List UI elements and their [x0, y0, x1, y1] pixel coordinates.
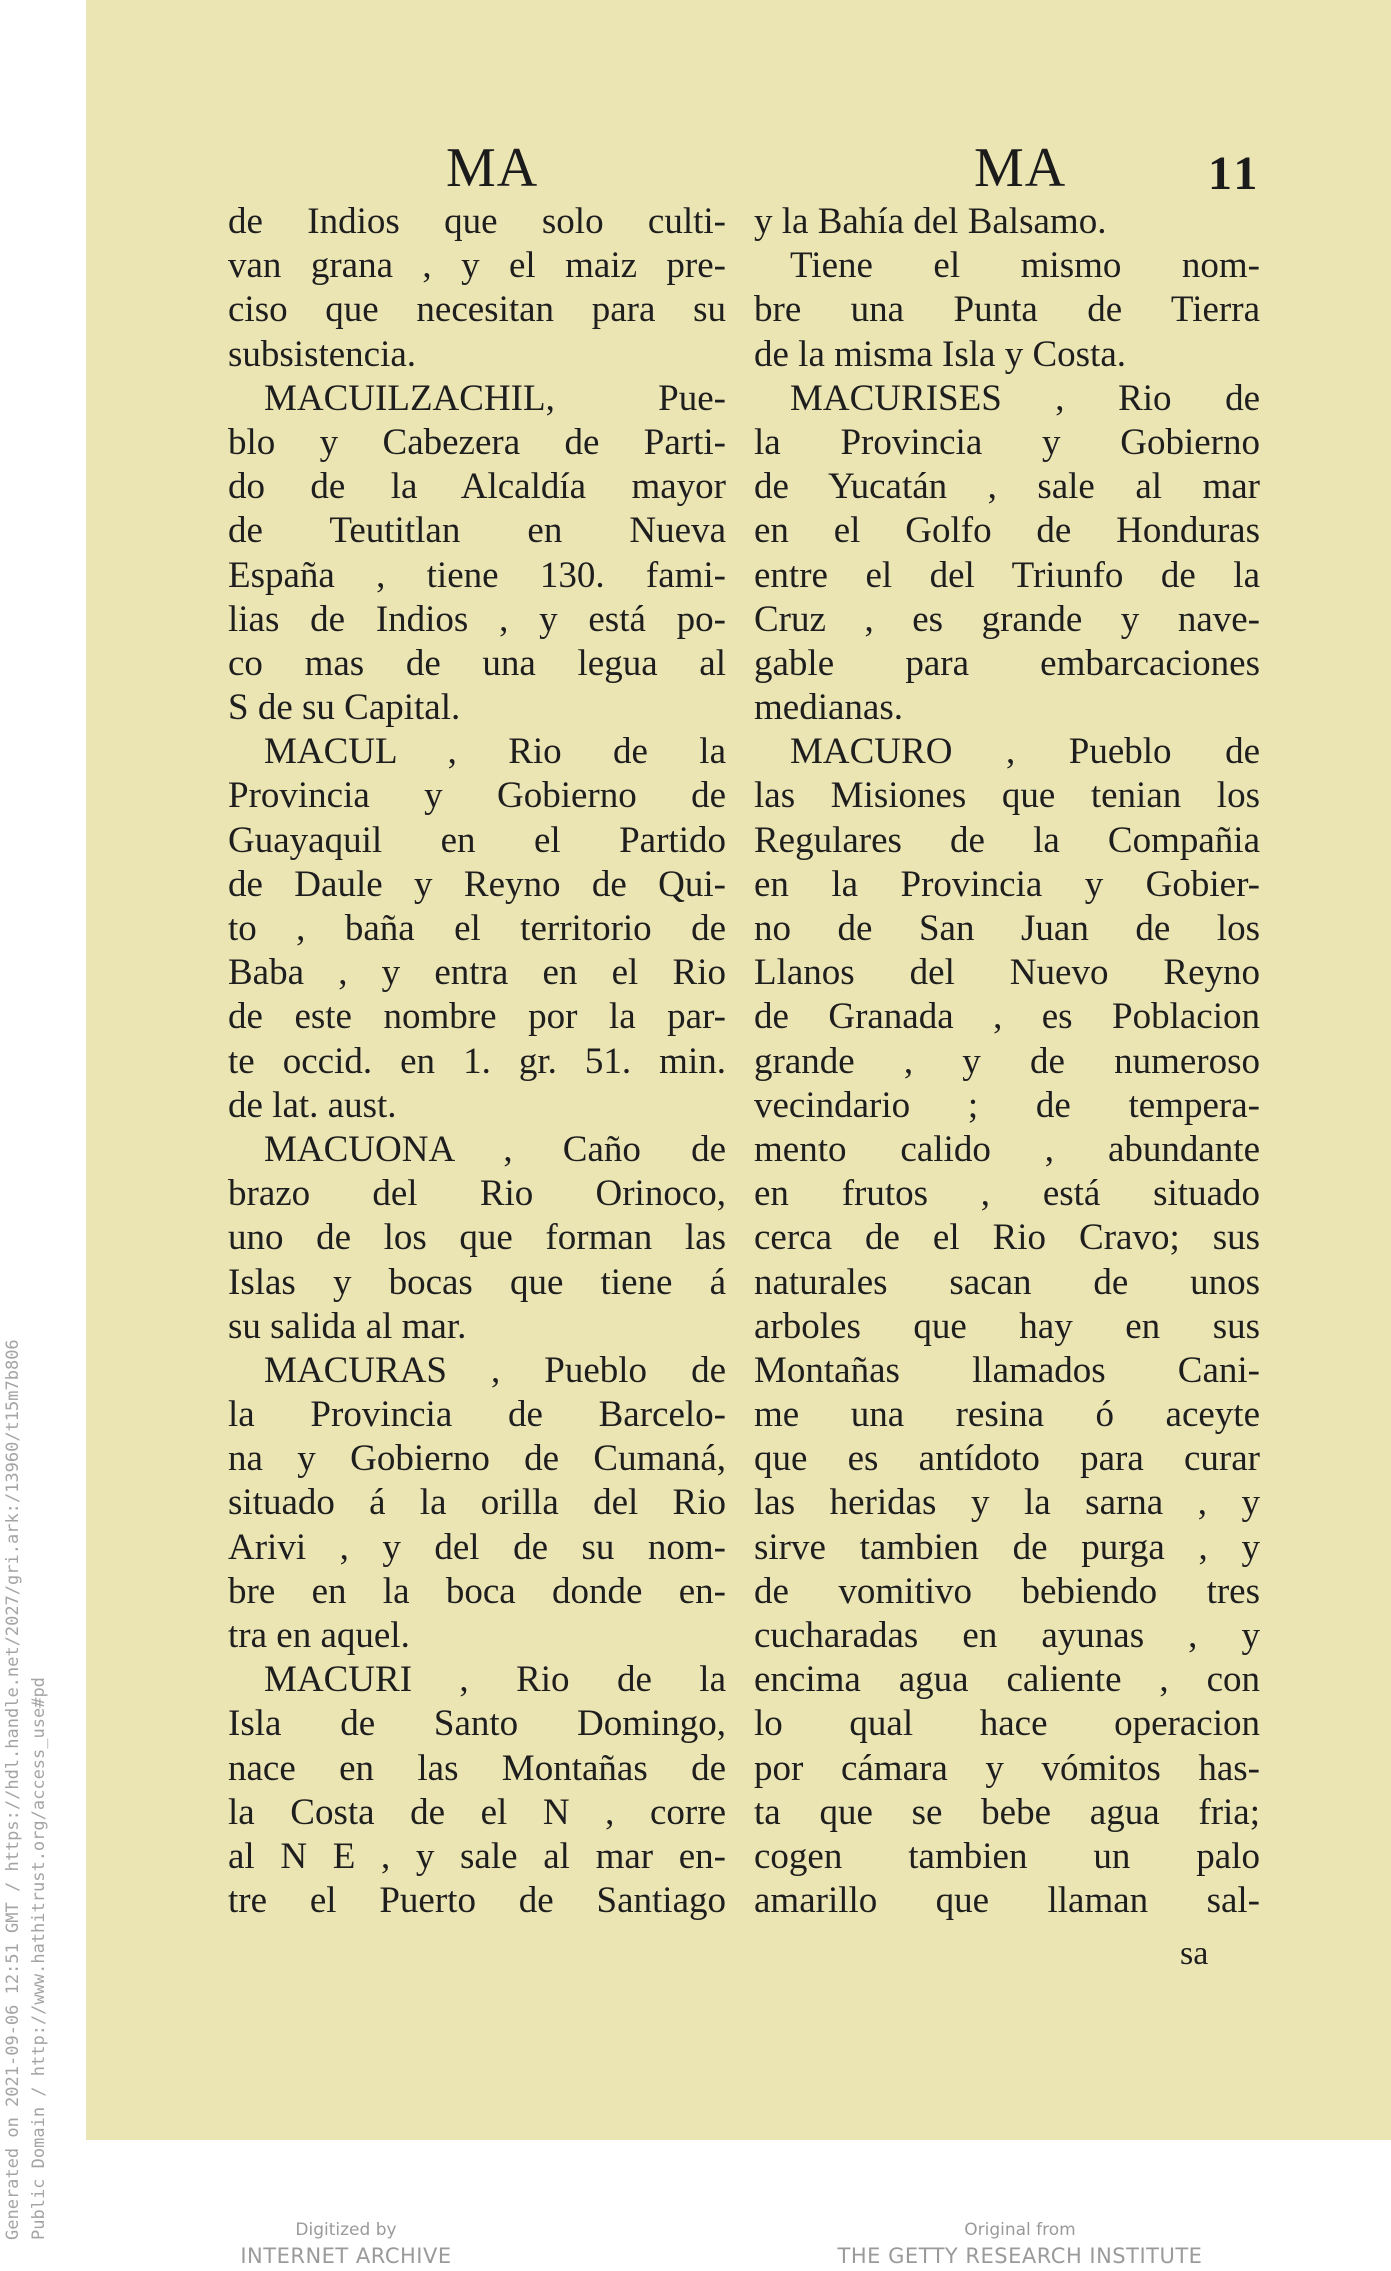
text-line: arboles que hay en sus — [754, 1305, 1260, 1347]
text-line: co mas de una legua al — [228, 642, 726, 684]
text-line: la Costa de el N , corre — [228, 1791, 726, 1833]
text-line: MACUILZACHIL, Pue- — [264, 377, 726, 419]
text-line: bre una Punta de Tierra — [754, 289, 1260, 331]
text-line: de Daule y Reyno de Qui- — [228, 863, 726, 905]
digitized-by-credit — [186, 2218, 506, 2270]
running-head-left: MA — [446, 137, 539, 199]
text-line: brazo del Rio Orinoco, — [228, 1173, 726, 1215]
text-line: do de la Alcaldía mayor — [228, 466, 726, 508]
text-line: MACURAS , Pueblo de — [264, 1349, 726, 1391]
text-line: Regulares de la Compañia — [754, 819, 1260, 861]
text-line: de Teutitlan en Nueva — [228, 510, 726, 552]
text-line: de Indios que solo culti- — [228, 201, 726, 242]
text-line: de Granada , es Poblacion — [754, 996, 1260, 1038]
generation-stamp — [0, 1140, 60, 2240]
text-line: blo y Cabezera de Parti- — [228, 421, 726, 463]
text-line: Tiene el mismo nom- — [790, 245, 1260, 287]
text-line: lo qual hace operacion — [754, 1703, 1260, 1745]
text-line: la Provincia de Barcelo- — [228, 1394, 726, 1436]
text-line: de lat. aust. — [228, 1084, 397, 1126]
text-line: van grana , y el maiz pre- — [228, 245, 726, 287]
text-line: de la misma Isla y Costa. — [754, 333, 1126, 375]
text-line: al N E , y sale al mar en- — [228, 1835, 726, 1877]
text-line: la Provincia y Gobierno — [754, 421, 1260, 463]
text-line: grande , y de numeroso — [754, 1040, 1260, 1082]
text-line: uno de los que forman las — [228, 1217, 726, 1259]
text-line: cogen tambien un palo — [754, 1835, 1260, 1877]
text-line: Isla de Santo Domingo, — [228, 1703, 726, 1745]
text-line: mento calido , abundante — [754, 1128, 1260, 1170]
text-line: sirve tambien de purga , y — [754, 1526, 1260, 1568]
internet-archive-label: INTERNET ARCHIVE — [240, 2244, 452, 2268]
text-line: amarillo que llaman sal- — [754, 1880, 1260, 1922]
text-line: gable para embarcaciones — [754, 642, 1260, 684]
text-line: su salida al mar. — [228, 1305, 467, 1347]
text-line: Llanos del Nuevo Reyno — [754, 952, 1260, 994]
text-line: Islas y bocas que tiene á — [228, 1261, 726, 1303]
page-number: 11 — [1208, 147, 1262, 200]
text-line: medianas. — [754, 687, 903, 729]
text-line: MACURISES , Rio de — [790, 377, 1260, 419]
text-line: las heridas y la sarna , y — [754, 1482, 1260, 1524]
text-line: situado á la orilla del Rio — [228, 1482, 726, 1524]
text-line: Cruz , es grande y nave- — [754, 598, 1260, 640]
text-line: vecindario ; de tempera- — [754, 1084, 1260, 1126]
text-line: Provincia y Gobierno de — [228, 775, 726, 817]
text-line: lias de Indios , y está po- — [228, 598, 726, 640]
text-line: cucharadas en ayunas , y — [754, 1615, 1260, 1656]
text-line: cerca de el Rio Cravo; sus — [754, 1217, 1260, 1259]
digitized-by-label: Digitized by — [295, 2220, 397, 2240]
text-line: en la Provincia y Gobier- — [754, 863, 1260, 905]
text-line: MACUL , Rio de la — [264, 731, 726, 773]
text-line: en frutos , está situado — [754, 1173, 1260, 1215]
text-line: por cámara y vómitos has- — [754, 1747, 1260, 1789]
text-line: Arivi , y del de su nom- — [228, 1526, 726, 1568]
getty-institute-label: THE GETTY RESEARCH INSTITUTE — [837, 2244, 1203, 2268]
text-line: me una resina ó aceyte — [754, 1394, 1260, 1436]
text-line: las Misiones que tenian los — [754, 775, 1260, 817]
text-line: que es antídoto para curar — [754, 1438, 1260, 1480]
text-line: nace en las Montañas de — [228, 1747, 726, 1789]
original-from-label: Original from — [964, 2220, 1076, 2240]
text-line: bre en la boca donde en- — [228, 1570, 726, 1612]
text-line: de este nombre por la par- — [228, 996, 726, 1038]
text-line: entre el del Triunfo de la — [754, 554, 1260, 596]
text-line: subsistencia. — [228, 333, 417, 375]
text-line: MACUONA , Caño de — [264, 1128, 726, 1170]
text-line: Baba , y entra en el Rio — [228, 952, 726, 994]
original-from-credit — [800, 2218, 1240, 2270]
text-line: de vomitivo bebiendo tres — [754, 1570, 1260, 1612]
text-line: Guayaquil en el Partido — [228, 819, 726, 861]
stamp-line-generated: Generated on 2021-09-06 12:51 GMT / https://hdl.handle.net/2027/gri.ark:/13960/t15m7b806 — [3, 1339, 23, 2240]
text-line: no de San Juan de los — [754, 908, 1260, 949]
text-line: tra en aquel. — [228, 1615, 410, 1656]
text-line: MACURO , Pueblo de — [790, 731, 1260, 773]
left-text-column — [228, 200, 726, 1923]
stamp-line-rights: Public Domain / http://www.hathitrust.org/access_use#pd — [29, 1677, 49, 2240]
text-line: ciso que necesitan para su — [228, 289, 726, 331]
text-line: naturales sacan de unos — [754, 1261, 1260, 1303]
running-head-right: MA — [974, 137, 1067, 199]
text-line: ta que se bebe agua fria; — [754, 1791, 1260, 1833]
text-line: MACURI , Rio de la — [264, 1659, 726, 1701]
text-line: Montañas llamados Cani- — [754, 1349, 1260, 1391]
text-line: y la Bahía del Balsamo. — [754, 201, 1107, 242]
text-line: encima agua caliente , con — [754, 1659, 1260, 1701]
text-line: España , tiene 130. fami- — [228, 554, 726, 596]
text-line: en el Golfo de Honduras — [754, 510, 1260, 552]
text-line: to , baña el territorio de — [228, 908, 726, 949]
text-line: de Yucatán , sale al mar — [754, 466, 1260, 508]
catchword: sa — [1180, 1935, 1209, 1972]
text-line: te occid. en 1. gr. 51. min. — [228, 1040, 726, 1082]
text-line: na y Gobierno de Cumaná, — [228, 1438, 726, 1480]
text-line: tre el Puerto de Santiago — [228, 1880, 726, 1922]
text-line: S de su Capital. — [228, 687, 461, 729]
right-text-column — [754, 200, 1260, 1923]
